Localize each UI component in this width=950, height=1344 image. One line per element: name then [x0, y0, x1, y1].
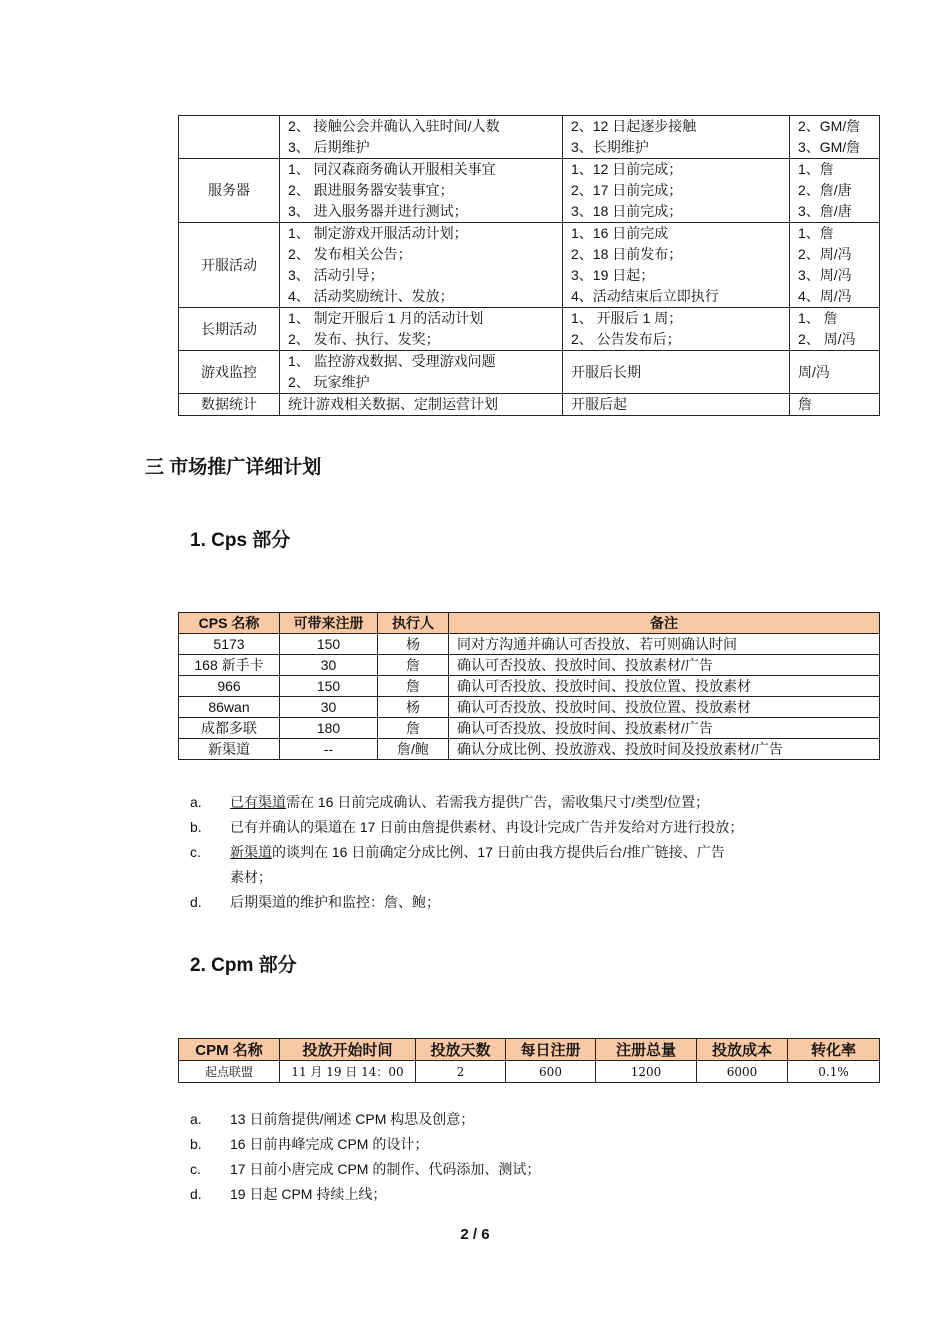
cps-remark: 确认可否投放、投放时间、投放素材/广告 — [449, 718, 880, 739]
list-marker: d. — [190, 1186, 202, 1202]
cps-row — [179, 676, 880, 697]
cps-remark: 确认可否投放、投放时间、投放位置、投放素材 — [449, 697, 880, 718]
cpm-notes — [190, 1107, 840, 1207]
cps-row — [179, 634, 880, 655]
plan-timing-line: 开服后起 — [571, 396, 627, 412]
plan-row — [179, 308, 880, 351]
plan-tasks-cell — [280, 394, 563, 416]
note-text: 需在 16 日前完成确认、若需我方提供广告，需收集尺寸/类型/位置； — [286, 794, 710, 810]
cps-note-item — [190, 840, 840, 865]
plan-table — [178, 115, 880, 416]
plan-owner-line: 詹 — [798, 396, 812, 412]
cps-registrations: 180 — [280, 718, 378, 739]
plan-owner-cell — [790, 351, 880, 394]
cps-row — [179, 655, 880, 676]
cps-header-owner: 执行人 — [378, 613, 449, 634]
cps-table — [178, 612, 880, 760]
cps-header-name: CPS 名称 — [179, 613, 280, 634]
plan-owner-line: 1、詹 — [798, 161, 834, 177]
plan-tasks-line: 4、 活动奖励统计、发放； — [288, 288, 454, 304]
cps-name: 86wan — [179, 697, 280, 718]
cps-name: 5173 — [179, 634, 280, 655]
cps-header-registrations: 可带来注册 — [280, 613, 378, 634]
note-text: 13 日前詹提供/阐述 CPM 构思及创意； — [230, 1111, 475, 1127]
plan-owner-line: 4、周/冯 — [798, 288, 852, 304]
plan-timing-line: 1、12 日前完成； — [571, 161, 683, 177]
cpm-header: 投放成本 — [697, 1039, 788, 1061]
cpm-note-item — [190, 1182, 840, 1207]
plan-owner-line: 3、周/冯 — [798, 267, 852, 283]
plan-owner-line: 2、詹/唐 — [798, 182, 852, 198]
underlined-term: 已有渠道 — [230, 794, 286, 810]
plan-owner-line: 2、周/冯 — [798, 246, 852, 262]
plan-tasks-line: 2、 接触公会并确认入驻时间/人数 — [288, 118, 500, 134]
plan-timing-line: 2、12 日起逐步接触 — [571, 118, 697, 134]
plan-category: 长期活动 — [179, 308, 280, 351]
plan-owner-cell — [790, 116, 880, 159]
plan-owner-cell — [790, 223, 880, 308]
plan-timing-line: 1、 开服后 1 周； — [571, 310, 683, 326]
list-marker: b. — [190, 819, 202, 835]
cpm-cell: 600 — [506, 1061, 596, 1083]
cpm-header: 注册总量 — [596, 1039, 697, 1061]
plan-tasks-line: 统计游戏相关数据、定制运营计划 — [288, 396, 498, 412]
cps-note-continuation — [190, 865, 840, 890]
plan-timing-line: 4、活动结束后立即执行 — [571, 288, 719, 304]
plan-owner-line: 1、 詹 — [798, 310, 838, 326]
plan-owner-cell — [790, 394, 880, 416]
cps-registrations: 150 — [280, 634, 378, 655]
plan-owner-line: 1、詹 — [798, 225, 834, 241]
plan-row — [179, 223, 880, 308]
plan-owner-line: 周/冯 — [798, 363, 830, 380]
cps-note-item — [190, 890, 840, 915]
note-text: 16 日前冉峰完成 CPM 的设计； — [230, 1136, 429, 1152]
cps-note-item — [190, 815, 840, 840]
cps-registrations: 30 — [280, 697, 378, 718]
note-text: 素材； — [230, 869, 272, 885]
plan-owner-line: 3、GM/詹 — [798, 139, 861, 155]
plan-timing-line: 2、17 日前完成； — [571, 182, 683, 198]
cps-header-remarks: 备注 — [449, 613, 880, 634]
plan-timing-cell — [563, 223, 790, 308]
cpm-header: 投放天数 — [416, 1039, 506, 1061]
cpm-header: CPM 名称 — [179, 1039, 280, 1061]
note-text: 17 日前小唐完成 CPM 的制作、代码添加、测试； — [230, 1161, 541, 1177]
plan-row — [179, 351, 880, 394]
plan-tasks-line: 1、 制定游戏开服活动计划； — [288, 225, 468, 241]
plan-category: 游戏监控 — [179, 351, 280, 394]
page-number: 2 / 6 — [460, 1226, 490, 1243]
list-marker: a. — [190, 794, 202, 810]
cps-registrations: 150 — [280, 676, 378, 697]
plan-tasks-line: 1、 制定开服后 1 月的活动计划 — [288, 310, 484, 326]
plan-owner-cell — [790, 159, 880, 223]
plan-category: 服务器 — [179, 159, 280, 223]
plan-timing-line: 3、长期维护 — [571, 139, 649, 155]
cps-remark: 确认可否投放、投放时间、投放位置、投放素材 — [449, 676, 880, 697]
plan-timing-line: 3、19 日起； — [571, 267, 655, 283]
cpm-header: 每日注册 — [506, 1039, 596, 1061]
list-marker: b. — [190, 1136, 202, 1152]
cpm-cell: 起点联盟 — [179, 1061, 280, 1083]
cpm-row — [179, 1061, 880, 1083]
cps-row — [179, 718, 880, 739]
cps-heading: 1. Cps 部分 — [190, 530, 291, 551]
plan-timing-cell — [563, 159, 790, 223]
cpm-cell: 2 — [416, 1061, 506, 1083]
plan-row — [179, 394, 880, 416]
cps-owner: 杨 — [378, 634, 449, 655]
plan-tasks-cell — [280, 116, 563, 159]
plan-tasks-cell — [280, 351, 563, 394]
cpm-table — [178, 1038, 880, 1083]
cps-note-item — [190, 790, 840, 815]
plan-tasks-line: 3、 进入服务器并进行测试； — [288, 203, 468, 219]
plan-timing-line: 3、18 日前完成； — [571, 203, 683, 219]
plan-row — [179, 159, 880, 223]
plan-timing-cell — [563, 116, 790, 159]
cps-registrations: -- — [280, 739, 378, 760]
cpm-cell: 11 月 19 日 14：00 — [280, 1061, 416, 1083]
cps-owner: 詹 — [378, 718, 449, 739]
cpm-cell: 1200 — [596, 1061, 697, 1083]
plan-owner-line: 2、GM/詹 — [798, 118, 861, 134]
plan-timing-cell — [563, 394, 790, 416]
list-marker: d. — [190, 894, 202, 910]
cps-name: 成都多联 — [179, 718, 280, 739]
plan-tasks-line: 3、 活动引导； — [288, 267, 384, 283]
plan-row — [179, 116, 880, 159]
list-marker: c. — [190, 1161, 201, 1177]
cps-remark: 确认分成比例、投放游戏、投放时间及投放素材/广告 — [449, 739, 880, 760]
plan-timing-cell — [563, 351, 790, 394]
cpm-header: 投放开始时间 — [280, 1039, 416, 1061]
list-marker: c. — [190, 844, 201, 860]
cps-row — [179, 739, 880, 760]
plan-tasks-cell — [280, 308, 563, 351]
plan-tasks-line: 1、 监控游戏数据、受理游戏问题 — [288, 353, 496, 369]
plan-owner-line: 3、詹/唐 — [798, 203, 852, 219]
cpm-note-item — [190, 1107, 840, 1132]
plan-tasks-line: 1、 同汉森商务确认开服相关事宜 — [288, 161, 496, 177]
cpm-note-item — [190, 1157, 840, 1182]
plan-category — [179, 116, 280, 159]
cpm-heading: 2. Cpm 部分 — [190, 955, 297, 976]
plan-tasks-line: 2、 发布、执行、发奖； — [288, 331, 440, 347]
plan-timing-line: 2、18 日前发布； — [571, 246, 683, 262]
cps-registrations: 30 — [280, 655, 378, 676]
note-text: 19 日起 CPM 持续上线； — [230, 1186, 387, 1202]
plan-category: 数据统计 — [179, 394, 280, 416]
plan-timing-line: 1、16 日前完成 — [571, 225, 669, 241]
plan-timing-line: 2、 公告发布后； — [571, 331, 681, 347]
cps-name: 966 — [179, 676, 280, 697]
cps-owner: 詹/鲍 — [378, 739, 449, 760]
list-marker: a. — [190, 1111, 202, 1127]
plan-owner-line: 2、 周/冯 — [798, 331, 856, 347]
note-text: 已有并确认的渠道在 17 日前由詹提供素材、冉设计完成广告并发给对方进行投放； — [230, 819, 744, 835]
cps-remark: 同对方沟通并确认可否投放、若可则确认时间 — [449, 634, 880, 655]
cps-row — [179, 697, 880, 718]
plan-tasks-line: 2、 玩家维护 — [288, 374, 370, 390]
plan-timing-cell — [563, 308, 790, 351]
plan-timing-line: 开服后长期 — [571, 363, 641, 380]
cpm-cell: 0.1% — [788, 1061, 880, 1083]
cps-name: 新渠道 — [179, 739, 280, 760]
cps-notes — [190, 790, 840, 915]
cpm-note-item — [190, 1132, 840, 1157]
cpm-cell: 6000 — [697, 1061, 788, 1083]
cps-owner: 詹 — [378, 676, 449, 697]
cps-owner: 詹 — [378, 655, 449, 676]
plan-tasks-line: 3、 后期维护 — [288, 139, 370, 155]
plan-owner-cell — [790, 308, 880, 351]
section-heading: 三 市场推广详细计划 — [145, 457, 322, 478]
plan-tasks-line: 2、 跟进服务器安装事宜； — [288, 182, 454, 198]
plan-tasks-line: 2、 发布相关公告； — [288, 246, 412, 262]
plan-category: 开服活动 — [179, 223, 280, 308]
cpm-header: 转化率 — [788, 1039, 880, 1061]
underlined-term: 新渠道 — [230, 844, 272, 860]
note-text: 的谈判在 16 日前确定分成比例、17 日前由我方提供后台/推广链接、广告 — [272, 844, 725, 860]
note-text: 后期渠道的维护和监控：詹、鲍； — [230, 894, 440, 910]
plan-tasks-cell — [280, 159, 563, 223]
cps-owner: 杨 — [378, 697, 449, 718]
cps-remark: 确认可否投放、投放时间、投放素材/广告 — [449, 655, 880, 676]
plan-tasks-cell — [280, 223, 563, 308]
cps-name: 168 新手卡 — [179, 655, 280, 676]
